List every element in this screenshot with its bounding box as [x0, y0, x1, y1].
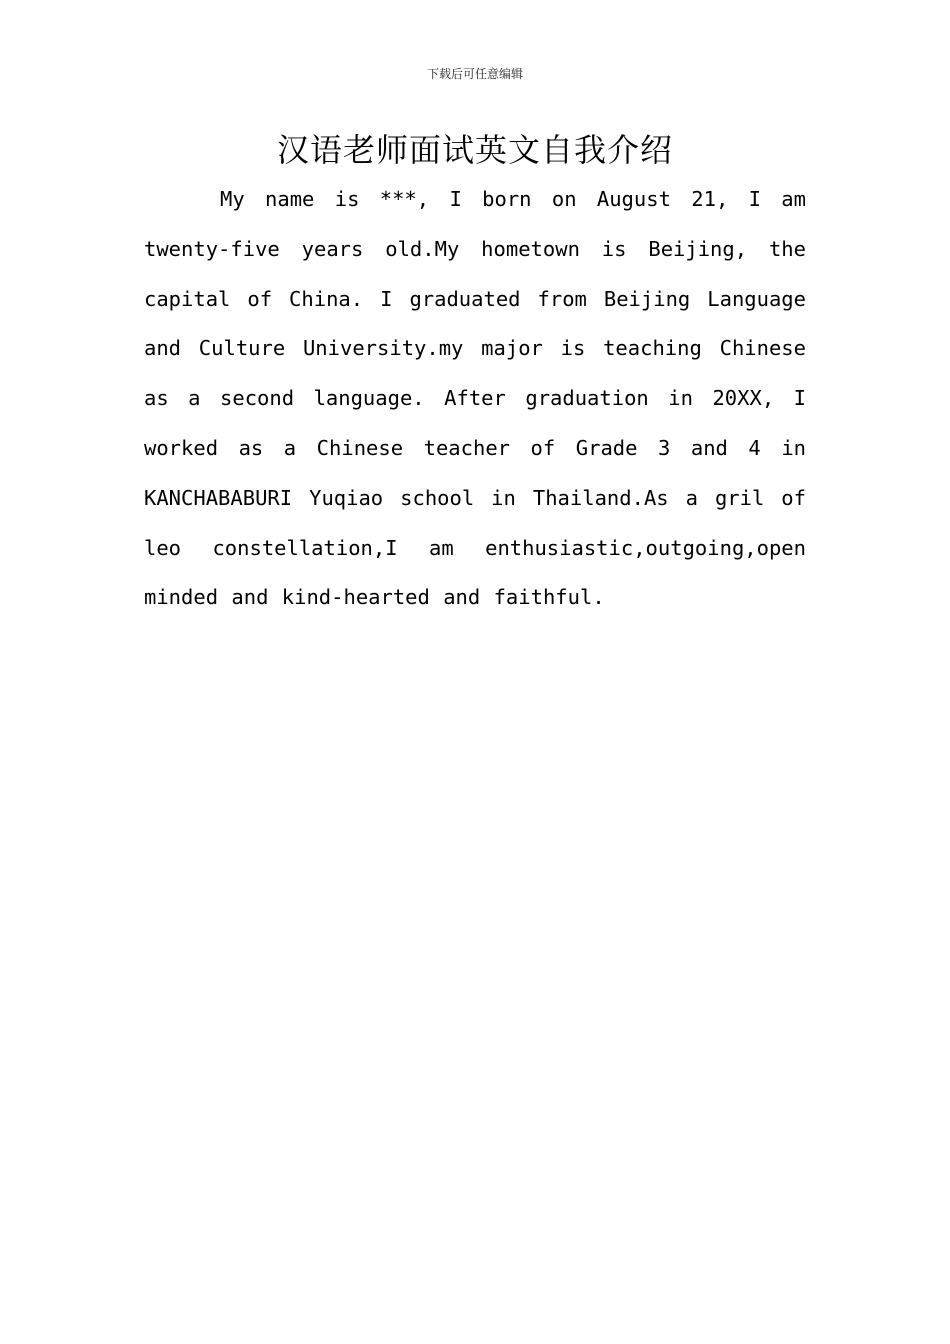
document-title: 汉语老师面试英文自我介绍 [276, 131, 673, 169]
header-note: 下载后可任意编辑 [426, 67, 523, 81]
body-paragraph: My name is ***, I born on August 21, I am twenty-five years old.My hometown is Beijing, the capital of China. I graduated from Beijing Language and Culture University.my major is teaching Chinese as a second language. After graduation in 20XX, I worked as a Chinese teacher of Grade 3 and 4 in KANCHABABURI Yuqiao school in Thailand.As a gril of leo constellation,I am enthusiastic,outgoing,open minded and kind-hearted and faithful. [144, 187, 806, 610]
